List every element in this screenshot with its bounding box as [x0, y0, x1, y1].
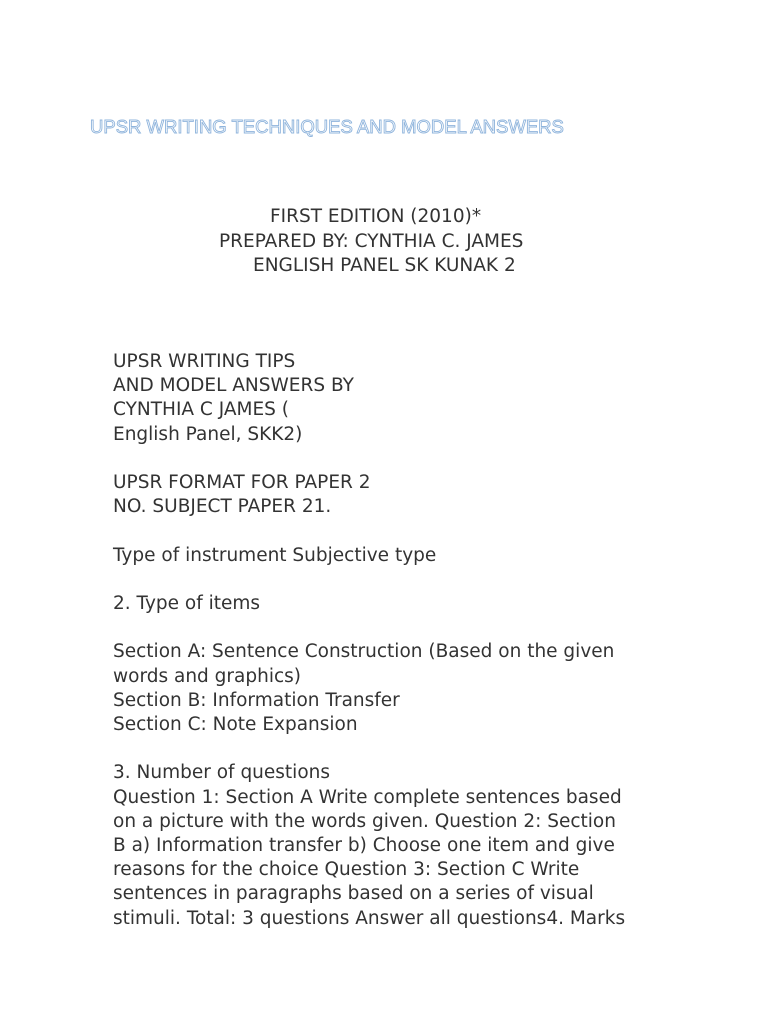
questions-heading: 3. Number of questions — [113, 762, 331, 784]
questions-line: stimuli. Total: 3 questions Answer all questions4. Marks — [113, 907, 626, 929]
tips-line: English Panel, SKK2) — [113, 423, 303, 445]
body-text — [113, 350, 693, 931]
format-line: UPSR FORMAT FOR PAPER 2 — [113, 472, 371, 493]
section-b-line: Section B: Information Transfer — [113, 689, 400, 711]
paragraph-gap — [113, 447, 693, 471]
paragraph-gap — [113, 616, 693, 640]
questions-line: reasons for the choice Question 3: Section C Write — [113, 859, 580, 881]
tips-line: CYNTHIA C JAMES ( — [113, 399, 290, 421]
section-a-line: Section A: Sentence Construction (Based on the given — [113, 641, 615, 663]
section-c-line: Section C: Note Expansion — [113, 713, 358, 735]
paragraph-gap — [113, 568, 693, 592]
format-line: NO. SUBJECT PAPER 21. — [113, 496, 332, 518]
document-title: UPSR WRITING TECHNIQUES AND MODEL ANSWERS — [90, 116, 564, 137]
questions-line: Question 1: Section A Write complete sentences based — [113, 786, 622, 808]
questions-line: on a picture with the words given. Question 2: Section — [113, 810, 616, 832]
tips-line: UPSR WRITING TIPS — [113, 351, 296, 372]
instrument-line: Type of instrument Subjective type — [113, 544, 437, 566]
questions-line: sentences in paragraphs based on a series of visual — [113, 883, 594, 905]
edition-line: FIRST EDITION (2010)* — [270, 206, 482, 227]
questions-line: B a) Information transfer b) Choose one item and give — [113, 834, 615, 856]
section-a-line: words and graphics) — [113, 665, 301, 687]
tips-line: AND MODEL ANSWERS BY — [113, 375, 354, 397]
paragraph-gap — [113, 519, 693, 543]
items-heading: 2. Type of items — [113, 592, 261, 614]
panel-line: ENGLISH PANEL SK KUNAK 2 — [253, 255, 516, 276]
paragraph-gap — [113, 737, 693, 761]
prepared-by-line: PREPARED BY: CYNTHIA C. JAMES — [219, 230, 524, 252]
